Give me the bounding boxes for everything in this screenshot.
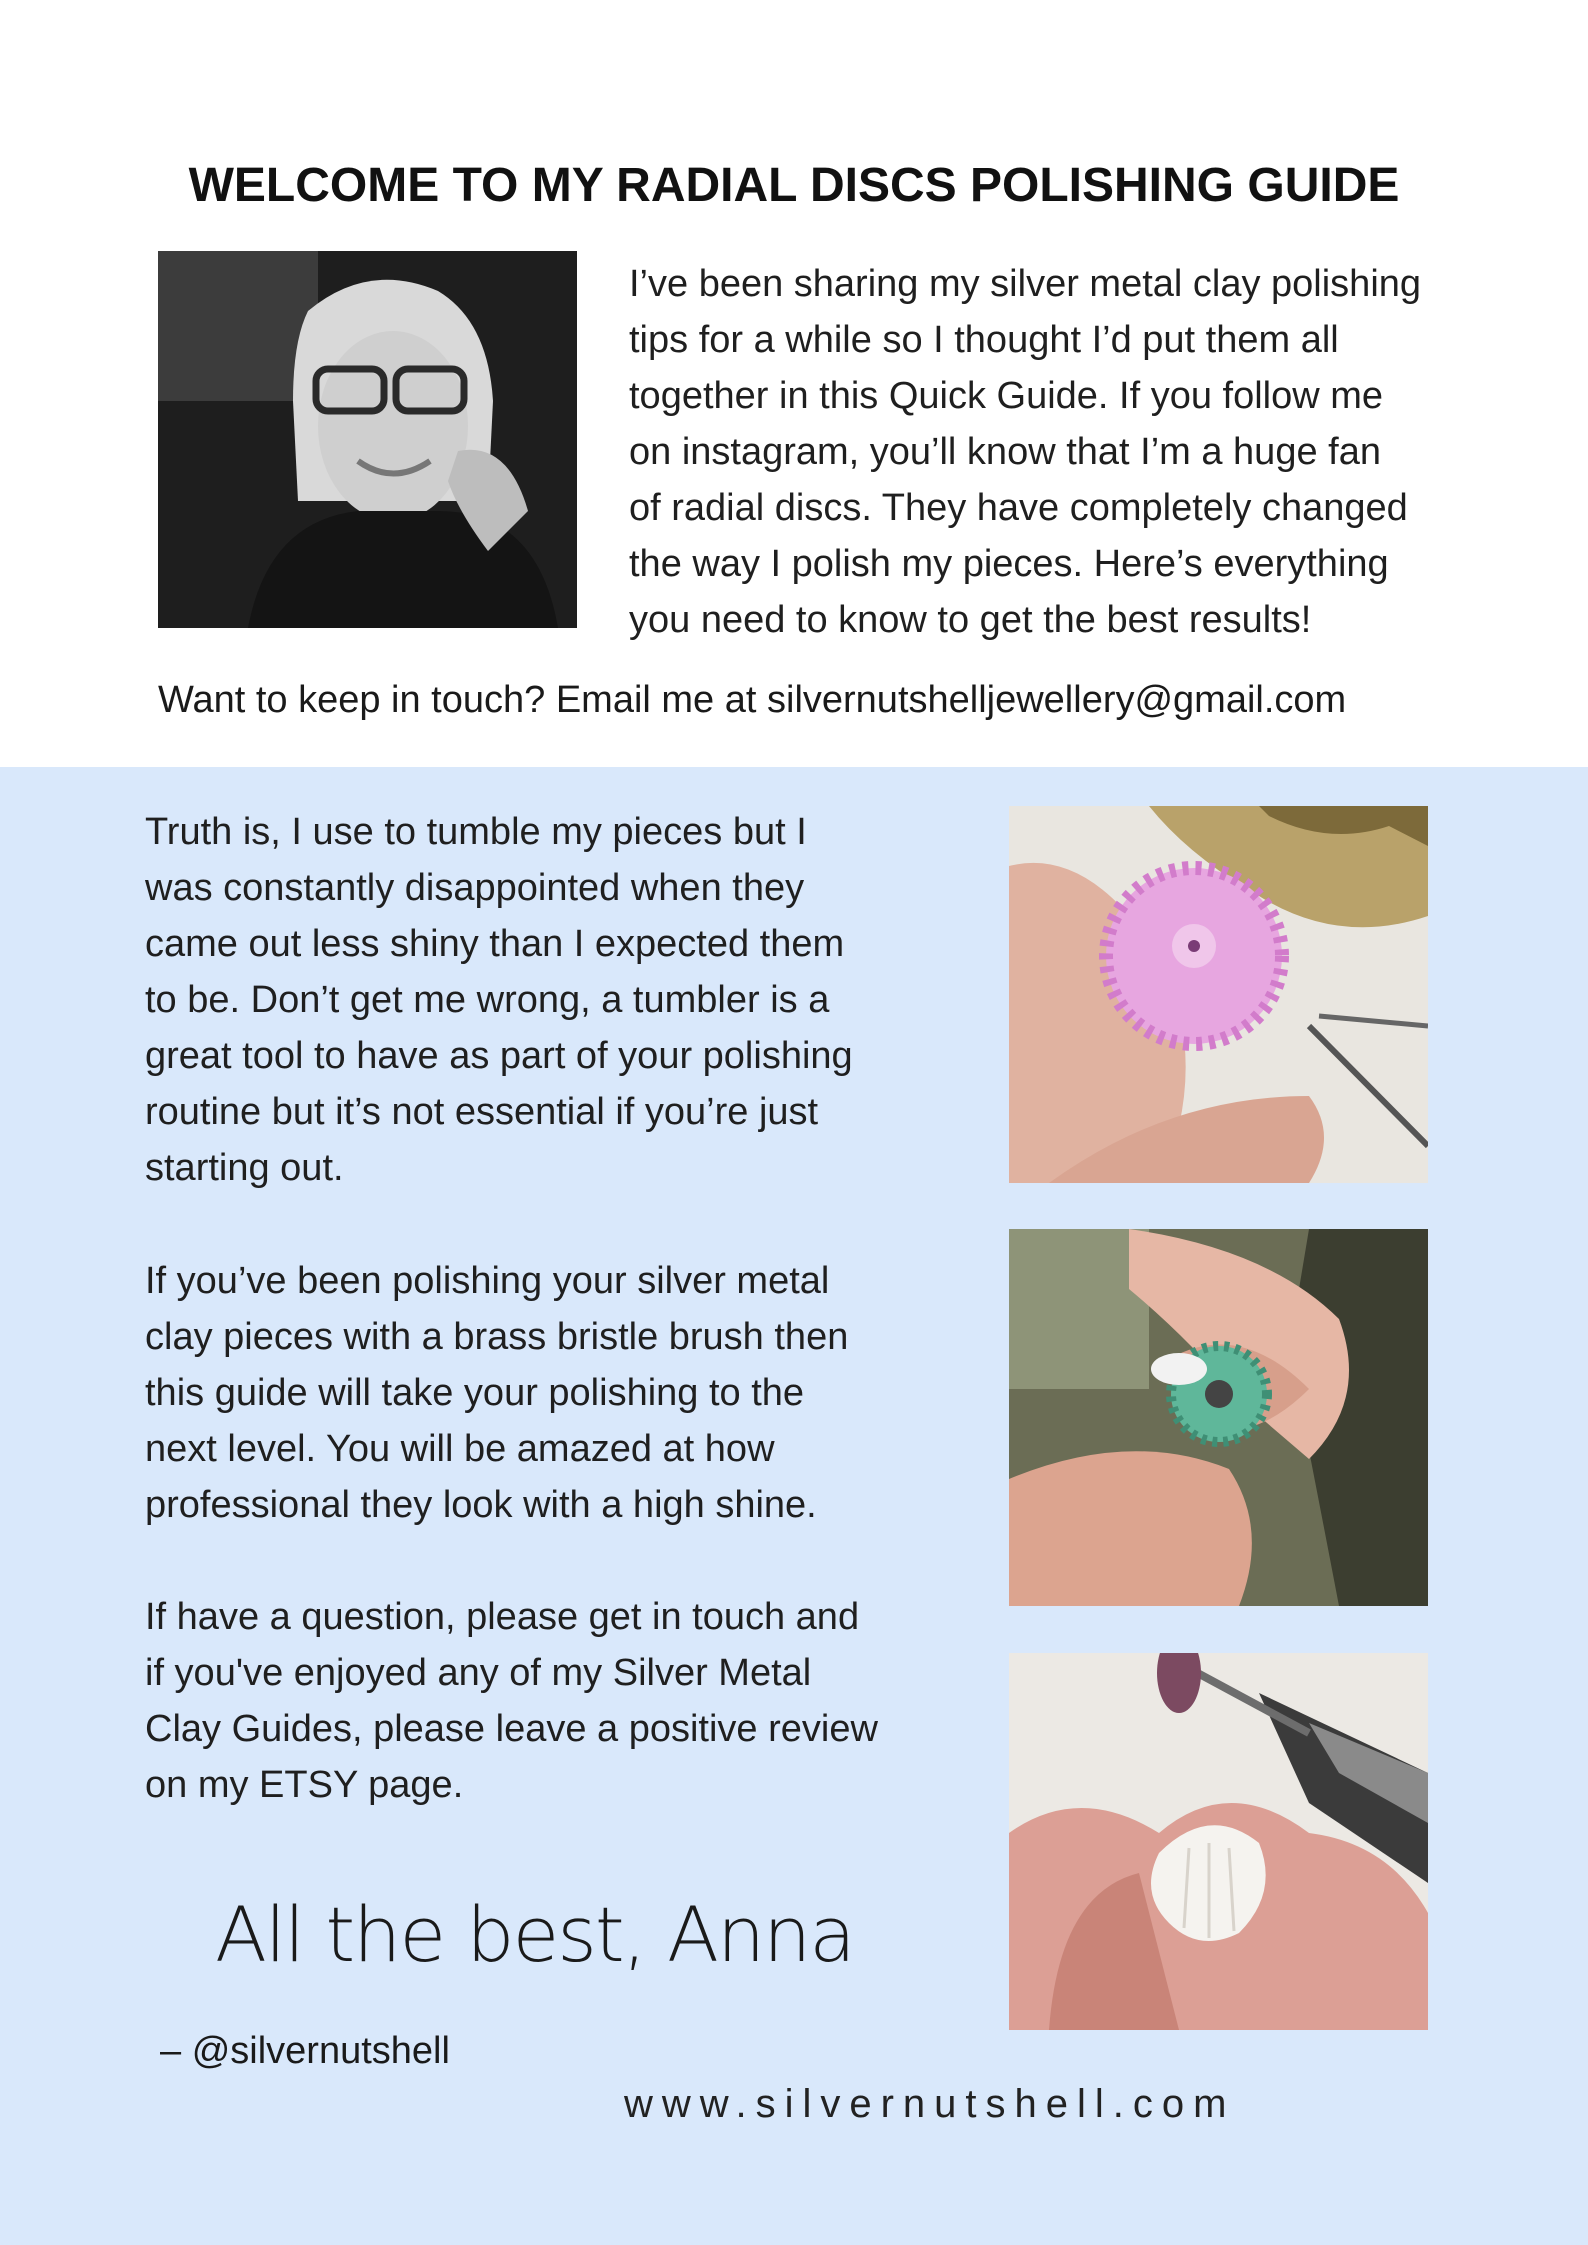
shell-pendant-polishing-photo bbox=[1009, 1653, 1428, 2030]
pink-radial-disc-photo bbox=[1009, 806, 1428, 1183]
intro-line: of radial discs. They have completely changed bbox=[629, 487, 1408, 529]
paragraph-line: Truth is, I use to tumble my pieces but I bbox=[145, 811, 807, 853]
paragraph-line: on my ETSY page. bbox=[145, 1764, 464, 1806]
paragraph-line: next level. You will be amazed at how bbox=[145, 1428, 775, 1470]
intro-line: together in this Quick Guide. If you follow me bbox=[629, 375, 1384, 417]
paragraph-line: professional they look with a high shine. bbox=[145, 1484, 817, 1526]
green-radial-disc-photo bbox=[1009, 1229, 1428, 1606]
intro-line: you need to know to get the best results! bbox=[629, 599, 1312, 641]
paragraph-line: If you’ve been polishing your silver metal bbox=[145, 1260, 830, 1302]
intro-line: on instagram, you’ll know that I’m a huge fan bbox=[629, 431, 1381, 473]
paragraph-line: If have a question, please get in touch and bbox=[145, 1596, 860, 1638]
instagram-handle: – @silvernutshell bbox=[160, 2030, 450, 2072]
paragraph-review-request bbox=[145, 1589, 945, 1813]
signature: All the best, Anna bbox=[215, 1890, 854, 1979]
website-url: www.silvernutshell.com bbox=[624, 2082, 1236, 2126]
intro-line: I’ve been sharing my silver metal clay polishing bbox=[629, 263, 1422, 305]
intro-paragraph bbox=[629, 256, 1469, 648]
paragraph-line: to be. Don’t get me wrong, a tumbler is a bbox=[145, 979, 830, 1021]
paragraph-line: starting out. bbox=[145, 1147, 344, 1189]
paragraph-line: came out less shiny than I expected them bbox=[145, 923, 845, 965]
paragraph-line: this guide will take your polishing to the bbox=[145, 1372, 805, 1414]
paragraph-line: great tool to have as part of your polishing bbox=[145, 1035, 853, 1077]
author-portrait-photo bbox=[158, 251, 577, 628]
intro-line: tips for a while so I thought I’d put them all bbox=[629, 319, 1339, 361]
paragraph-line: routine but it’s not essential if you’re just bbox=[145, 1091, 819, 1133]
paragraph-brass-brush bbox=[145, 1253, 945, 1533]
contact-email-line: Want to keep in touch? Email me at silvernutshelljewellery@gmail.com bbox=[158, 679, 1347, 721]
paragraph-line: Clay Guides, please leave a positive review bbox=[145, 1708, 878, 1750]
paragraph-line: if you've enjoyed any of my Silver Metal bbox=[145, 1652, 812, 1694]
page-title: WELCOME TO MY RADIAL DISCS POLISHING GUIDE bbox=[188, 159, 1400, 212]
paragraph-tumbling bbox=[145, 804, 945, 1196]
paragraph-line: was constantly disappointed when they bbox=[145, 867, 805, 909]
intro-line: the way I polish my pieces. Here’s everything bbox=[629, 543, 1389, 585]
paragraph-line: clay pieces with a brass bristle brush then bbox=[145, 1316, 849, 1358]
